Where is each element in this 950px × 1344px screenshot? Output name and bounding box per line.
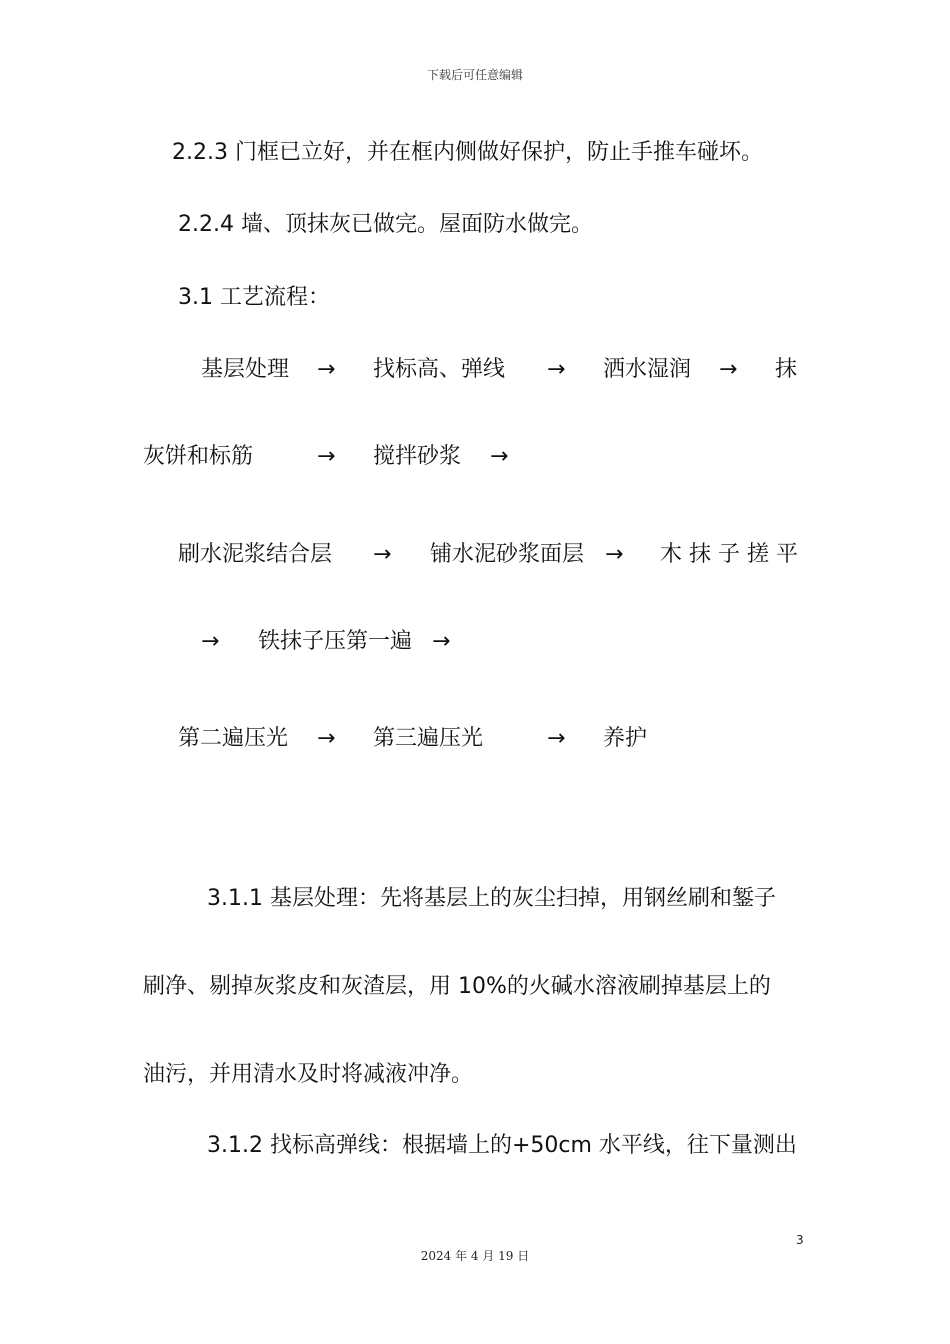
flow-arrow: → — [201, 629, 220, 654]
flow-step-second-press: 第二遍压光 — [178, 726, 289, 751]
flow-arrow: → — [719, 357, 738, 382]
flow-step-sprinkle-water: 洒水湿润 — [603, 357, 692, 382]
footer-date: 2024 年 4 月 19 日 — [420, 1249, 530, 1263]
flow-arrow: → — [317, 726, 336, 751]
flow-arrow: → — [317, 444, 336, 469]
flow-step-mortar-surface: 铺水泥砂浆面层 — [430, 542, 585, 567]
flow-step-third-press: 第三遍压光 — [373, 726, 484, 751]
paragraph-3-1-1-line-1: 3.1.1 基层处理：先将基层上的灰尘扫掉，用钢丝刷和錾子 — [207, 886, 776, 911]
paragraph-3-1-2-line-1: 3.1.2 找标高弹线：根据墙上的+50cm 水平线，往下量测出 — [207, 1133, 797, 1158]
flow-arrow: → — [317, 357, 336, 382]
section-heading-3-1: 3.1 工艺流程： — [178, 285, 330, 310]
text-line-2-2-3: 2.2.3 门框已立好，并在框内侧做好保护，防止手推车碰坏。 — [172, 140, 763, 165]
flow-arrow: → — [547, 357, 566, 382]
page-header: 下载后可任意编辑 — [426, 68, 523, 82]
flow-step-mix-mortar: 搅拌砂浆 — [373, 444, 462, 469]
flow-step-iron-trowel-first: 铁抹子压第一遍 — [258, 629, 413, 654]
flow-step-cement-bond-layer: 刷水泥浆结合层 — [178, 542, 333, 567]
flow-arrow: → — [605, 542, 624, 567]
text-line-2-2-4: 2.2.4 墙、顶抹灰已做完。屋面防水做完。 — [178, 212, 593, 237]
flow-step-plaster-cakes: 灰饼和标筋 — [143, 444, 254, 469]
paragraph-3-1-1-line-3: 油污，并用清水及时将减液冲净。 — [143, 1062, 474, 1087]
flow-arrow: → — [432, 629, 451, 654]
flow-step-curing: 养护 — [603, 726, 648, 751]
flow-arrow: → — [547, 726, 566, 751]
flow-arrow: → — [490, 444, 509, 469]
flow-step-base-treatment: 基层处理 — [201, 357, 290, 382]
flow-step-plaster-start: 抹 — [775, 357, 798, 382]
flow-step-find-elevation: 找标高、弹线 — [373, 357, 506, 382]
flow-arrow: → — [373, 542, 392, 567]
page-number: 3 — [796, 1233, 804, 1247]
paragraph-3-1-1-line-2: 刷净、剔掉灰浆皮和灰渣层，用 10%的火碱水溶液刷掉基层上的 — [143, 974, 771, 999]
flow-step-wood-trowel: 木 抹 子 搓 平 — [660, 542, 798, 567]
